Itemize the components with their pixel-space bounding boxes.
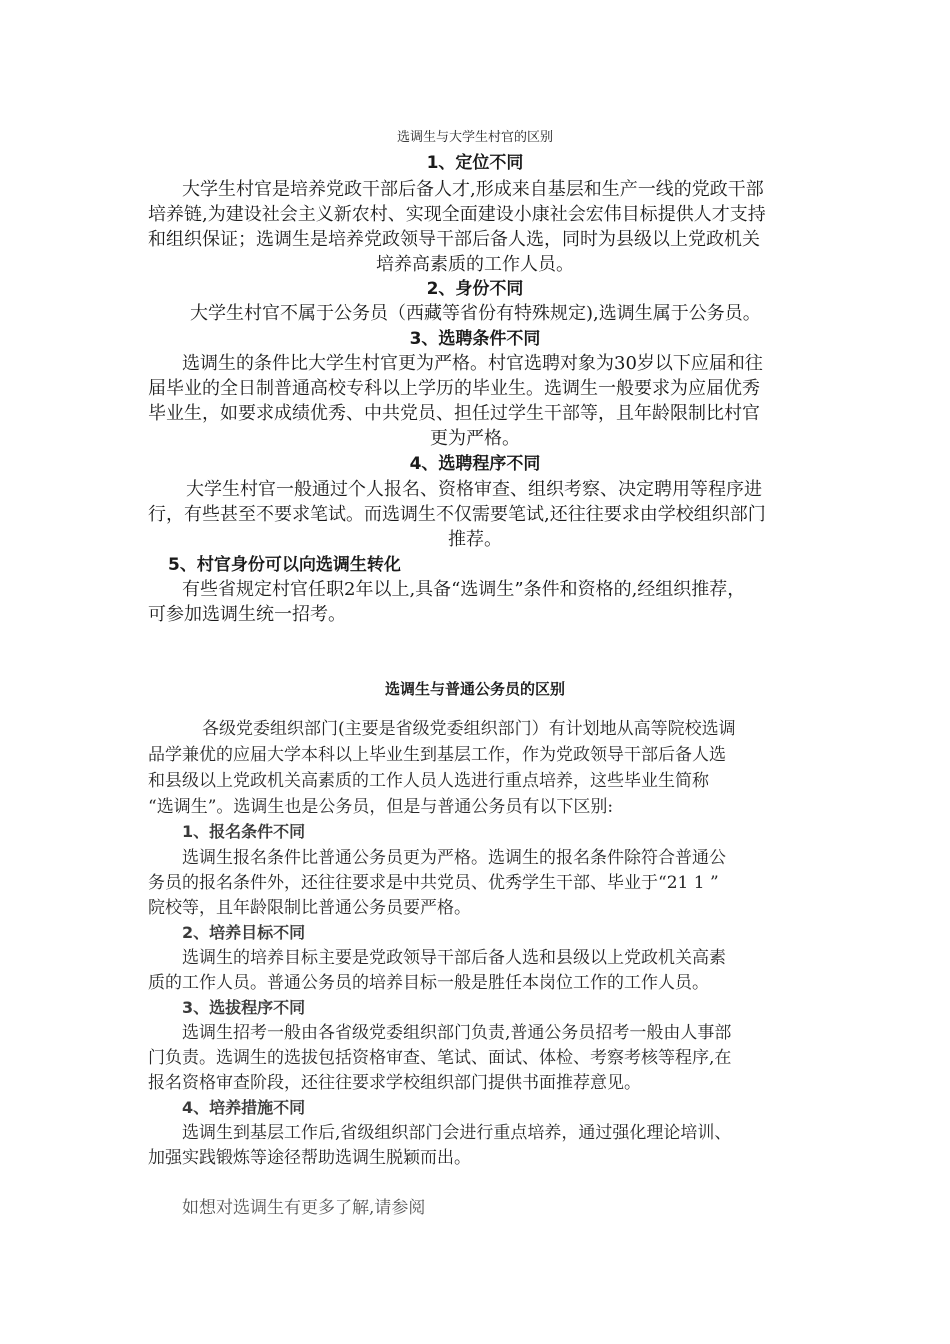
paragraph-line: 可参加选调生统一招考。 <box>148 604 346 625</box>
paragraph-line: 培养链,为建设社会主义新农村、实现全面建设小康社会宏伟目标提供人才支持 <box>148 204 766 225</box>
section-heading: 3、选聘条件不同 <box>409 329 541 349</box>
paragraph-line: 选调生招考一般由各省级党委组织部门负责,普通公务员招考一般由人事部 <box>182 1023 732 1043</box>
paragraph-line: 培养高素质的工作人员。 <box>376 254 574 275</box>
doc-subtitle: 选调生与普通公务员的区别 <box>384 680 565 698</box>
paragraph-line: 门负责。选调生的选拔包括资格审查、笔试、面试、体检、考察考核等程序,在 <box>148 1048 732 1068</box>
paragraph-line: 各级党委组织部门(主要是省级党委组织部门）有计划地从高等院校选调 <box>202 719 736 739</box>
paragraph-line: 推荐。 <box>448 529 502 550</box>
footer-note: 如想对选调生有更多了解,请参阅 <box>182 1198 426 1218</box>
paragraph-line: 品学兼优的应届大学本科以上毕业生到基层工作，作为党政领导干部后备人选 <box>148 745 726 765</box>
paragraph-line: 届毕业的全日制普通高校专科以上学历的毕业生。选调生一般要求为应届优秀 <box>148 378 760 399</box>
section-heading: 4、选聘程序不同 <box>409 454 541 474</box>
paragraph-line: 和组织保证；选调生是培养党政领导干部后备人选，同时为县级以上党政机关 <box>148 229 760 250</box>
section-heading: 1、定位不同 <box>426 153 524 173</box>
doc-title: 选调生与大学生村官的区别 <box>396 130 553 145</box>
paragraph-line: 有些省规定村官任职2年以上,具备“选调生”条件和资格的,经组织推荐， <box>182 579 746 600</box>
paragraph-line: 选调生到基层工作后,省级组织部门会进行重点培养，通过强化理论培训、 <box>182 1123 732 1143</box>
paragraph-line: 更为严格。 <box>430 428 520 449</box>
paragraph-line: 选调生的条件比大学生村官更为严格。村官选聘对象为30岁以下应届和往 <box>182 353 763 374</box>
section-heading: 2、身份不同 <box>426 279 524 299</box>
section-heading: 5、村官身份可以向选调生转化 <box>168 555 401 575</box>
sub-heading: 4、培养措施不同 <box>182 1098 306 1117</box>
paragraph-line: 选调生报名条件比普通公务员更为严格。选调生的报名条件除符合普通公 <box>182 848 726 868</box>
sub-heading: 2、培养目标不同 <box>182 923 306 942</box>
paragraph-line: 院校等，且年龄限制比普通公务员要严格。 <box>148 898 471 918</box>
paragraph-line: “选调生”。选调生也是公务员，但是与普通公务员有以下区别: <box>148 797 614 817</box>
sub-heading: 1、报名条件不同 <box>182 822 306 841</box>
paragraph-line: 和县级以上党政机关高素质的工作人员人选进行重点培养，这些毕业生简称 <box>148 771 709 791</box>
paragraph-line: 大学生村官一般通过个人报名、资格审查、组织考察、决定聘用等程序进 <box>186 479 762 500</box>
paragraph-line: 务员的报名条件外，还往往要求是中共党员、优秀学生干部、毕业于“21 1 ” <box>148 873 719 893</box>
paragraph-line: 行，有些甚至不要求笔试。而选调生不仅需要笔试,还往往要求由学校组织部门 <box>148 504 766 525</box>
paragraph-line: 大学生村官是培养党政干部后备人才,形成来自基层和生产一线的党政干部 <box>182 179 764 200</box>
paragraph-line: 加强实践锻炼等途径帮助选调生脱颖而出。 <box>148 1148 471 1168</box>
sub-heading: 3、选拔程序不同 <box>182 998 306 1017</box>
paragraph-line: 毕业生，如要求成绩优秀、中共党员、担任过学生干部等，且年龄限制比村官 <box>148 403 760 424</box>
paragraph-line: 报名资格审查阶段，还往往要求学校组织部门提供书面推荐意见。 <box>148 1073 641 1093</box>
paragraph-line: 大学生村官不属于公务员（西藏等省份有特殊规定),选调生属于公务员。 <box>190 303 761 324</box>
paragraph-line: 质的工作人员。普通公务员的培养目标一般是胜任本岗位工作的工作人员。 <box>148 973 709 993</box>
paragraph-line: 选调生的培养目标主要是党政领导干部后备人选和县级以上党政机关高素 <box>182 948 726 968</box>
